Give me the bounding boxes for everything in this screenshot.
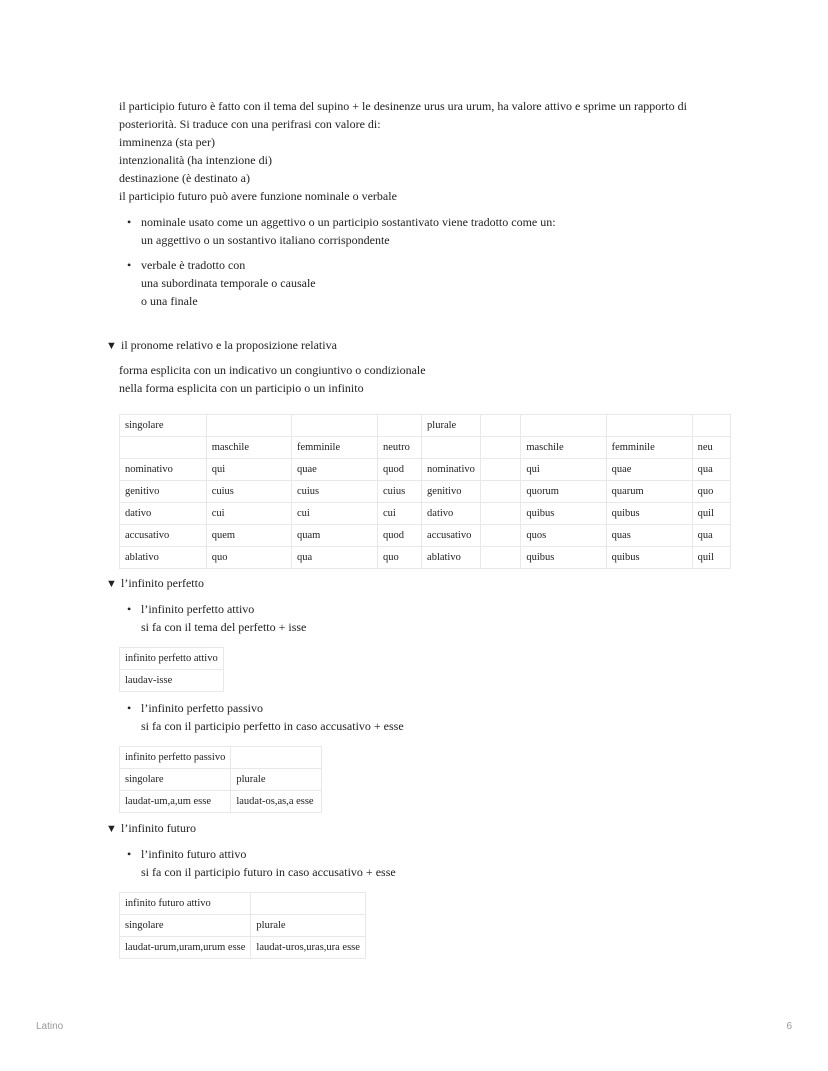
bullet-futuro-attivo-line2: si fa con il participio futuro in caso accusativo + esse [141,865,396,879]
relativo-table [119,414,731,569]
table-row [120,547,731,569]
bullet-verbale-line1: • verbale è tradotto con [141,258,246,272]
bullet-futuro-attivo [141,845,396,881]
perfetto-attivo-table [119,647,224,692]
relativo-line-2: nella forma esplicita con un participio o un infinito [119,381,364,395]
bullet-verbale [141,256,316,310]
table-cell: cuius [378,481,422,503]
table-cell: singolare [120,915,251,937]
table-row [120,769,322,791]
table-cell: accusativo [422,525,481,547]
table-cell [120,437,207,459]
table-row [120,747,322,769]
table-cell [422,437,481,459]
table-cell: plurale [251,915,366,937]
table-cell: quil [692,547,730,569]
table-cell: quibus [606,503,692,525]
table-cell: infinito perfetto attivo [120,648,224,670]
table-cell [480,525,520,547]
bullet-futuro-attivo-line1: • l’infinito futuro attivo [141,847,247,861]
table-cell: laudav-isse [120,670,224,692]
table-cell: maschile [206,437,291,459]
intro-line-4: intenzionalità (ha intenzione di) [119,153,272,167]
table-cell: femminile [606,437,692,459]
table-cell: laudat-urum,uram,urum esse [120,937,251,959]
table-cell: cui [291,503,377,525]
table-cell: singolare [120,769,231,791]
table-row [120,437,731,459]
table-cell: quil [692,503,730,525]
relativo-line-1: forma esplicita con un indicativo un congiuntivo o condizionale [119,363,426,377]
table-cell [480,547,520,569]
table-row [120,937,366,959]
intro-line-2: posteriorità. Si traduce con una perifrasi con valore di: [119,117,381,131]
section-title-relativo: il pronome relativo e la proposizione relativa [121,338,337,352]
table-cell: quod [378,525,422,547]
collapse-triangle-icon[interactable]: ▼ [106,578,117,590]
table-cell: qui [206,459,291,481]
table-row [120,503,731,525]
bullet-verbale-line3: o una finale [141,294,198,308]
section-title-inf-futuro: l’infinito futuro [121,821,196,835]
table-cell: quarum [606,481,692,503]
bullet-perfetto-attivo-line1: • l’infinito perfetto attivo [141,602,255,616]
footer-doc-title: Latino [36,1021,64,1032]
table-cell: cuius [291,481,377,503]
table-cell: cui [206,503,291,525]
table-cell: quod [378,459,422,481]
intro-line-1: il participio futuro è fatto con il tema del supino + le desinenze urus ura urum, ha valore attivo e sprime un rapporto di [119,99,687,113]
intro-line-6: il participio futuro può avere funzione nominale o verbale [119,189,397,203]
table-cell [206,415,291,437]
table-cell: cui [378,503,422,525]
intro-line-3: imminenza (sta per) [119,135,215,149]
futuro-attivo-table [119,892,366,959]
table-cell: quae [291,459,377,481]
table-cell [480,415,520,437]
table-cell [692,415,730,437]
table-cell: nominativo [120,459,207,481]
table-cell: quae [606,459,692,481]
bullet-perfetto-passivo-line1: • l’infinito perfetto passivo [141,701,263,715]
table-cell: quibus [521,503,606,525]
table-row [120,459,731,481]
perfetto-passivo-table [119,746,322,813]
table-cell: nominativo [422,459,481,481]
bullet-verbale-line2: una subordinata temporale o causale [141,276,316,290]
table-row [120,648,224,670]
table-cell: quo [692,481,730,503]
toggle-relativo[interactable] [106,336,337,355]
intro-line-5: destinazione (è destinato a) [119,171,250,185]
bullet-perfetto-attivo-line2: si fa con il tema del perfetto + isse [141,620,307,634]
toggle-inf-futuro[interactable] [106,819,196,838]
relativo-table-scroll[interactable] [119,414,731,570]
table-cell: ablativo [120,547,207,569]
table-cell: singolare [120,415,207,437]
table-cell: neu [692,437,730,459]
bullet-nominale-line2: un aggettivo o un sostantivo italiano corrispondente [141,233,390,247]
bullet-perfetto-attivo [141,600,306,636]
table-cell [480,437,520,459]
table-cell: dativo [120,503,207,525]
table-cell: dativo [422,503,481,525]
table-cell: qui [521,459,606,481]
footer-page-number: 6 [786,1021,792,1032]
table-row [120,670,224,692]
table-cell: infinito futuro attivo [120,893,251,915]
collapse-triangle-icon[interactable]: ▼ [106,823,117,835]
table-cell [521,415,606,437]
table-cell: quos [521,525,606,547]
table-cell: quibus [606,547,692,569]
table-cell: plurale [231,769,322,791]
table-row [120,481,731,503]
table-cell: quibus [521,547,606,569]
table-cell: quem [206,525,291,547]
table-cell: cuius [206,481,291,503]
section-title-inf-perfetto: l’infinito perfetto [121,576,204,590]
table-cell: plurale [422,415,481,437]
table-row [120,915,366,937]
bullet-perfetto-passivo-line2: si fa con il participio perfetto in caso accusativo + esse [141,719,404,733]
table-cell [251,893,366,915]
table-cell: ablativo [422,547,481,569]
table-cell [291,415,377,437]
table-cell: quam [291,525,377,547]
toggle-inf-perfetto[interactable] [106,574,204,593]
table-cell: maschile [521,437,606,459]
table-cell: infinito perfetto passivo [120,747,231,769]
table-cell: neutro [378,437,422,459]
table-cell: femminile [291,437,377,459]
bullet-nominale [141,213,556,249]
table-row [120,415,731,437]
bullet-nominale-line1: • nominale usato come un aggettivo o un participio sostantivato viene tradotto come un: [141,215,556,229]
table-cell [378,415,422,437]
table-cell: qua [291,547,377,569]
table-cell: qua [692,459,730,481]
table-row [120,893,366,915]
table-cell [606,415,692,437]
table-cell: quo [378,547,422,569]
table-cell: genitivo [120,481,207,503]
table-cell: qua [692,525,730,547]
table-cell [480,503,520,525]
table-row [120,791,322,813]
table-cell: genitivo [422,481,481,503]
table-row [120,525,731,547]
table-cell: quo [206,547,291,569]
collapse-triangle-icon[interactable]: ▼ [106,340,117,352]
table-cell [231,747,322,769]
bullet-perfetto-passivo [141,699,404,735]
table-cell: laudat-um,a,um esse [120,791,231,813]
table-cell: quas [606,525,692,547]
table-cell: quorum [521,481,606,503]
table-cell: accusativo [120,525,207,547]
table-cell [480,459,520,481]
table-cell: laudat-uros,uras,ura esse [251,937,366,959]
table-cell [480,481,520,503]
table-cell: laudat-os,as,a esse [231,791,322,813]
